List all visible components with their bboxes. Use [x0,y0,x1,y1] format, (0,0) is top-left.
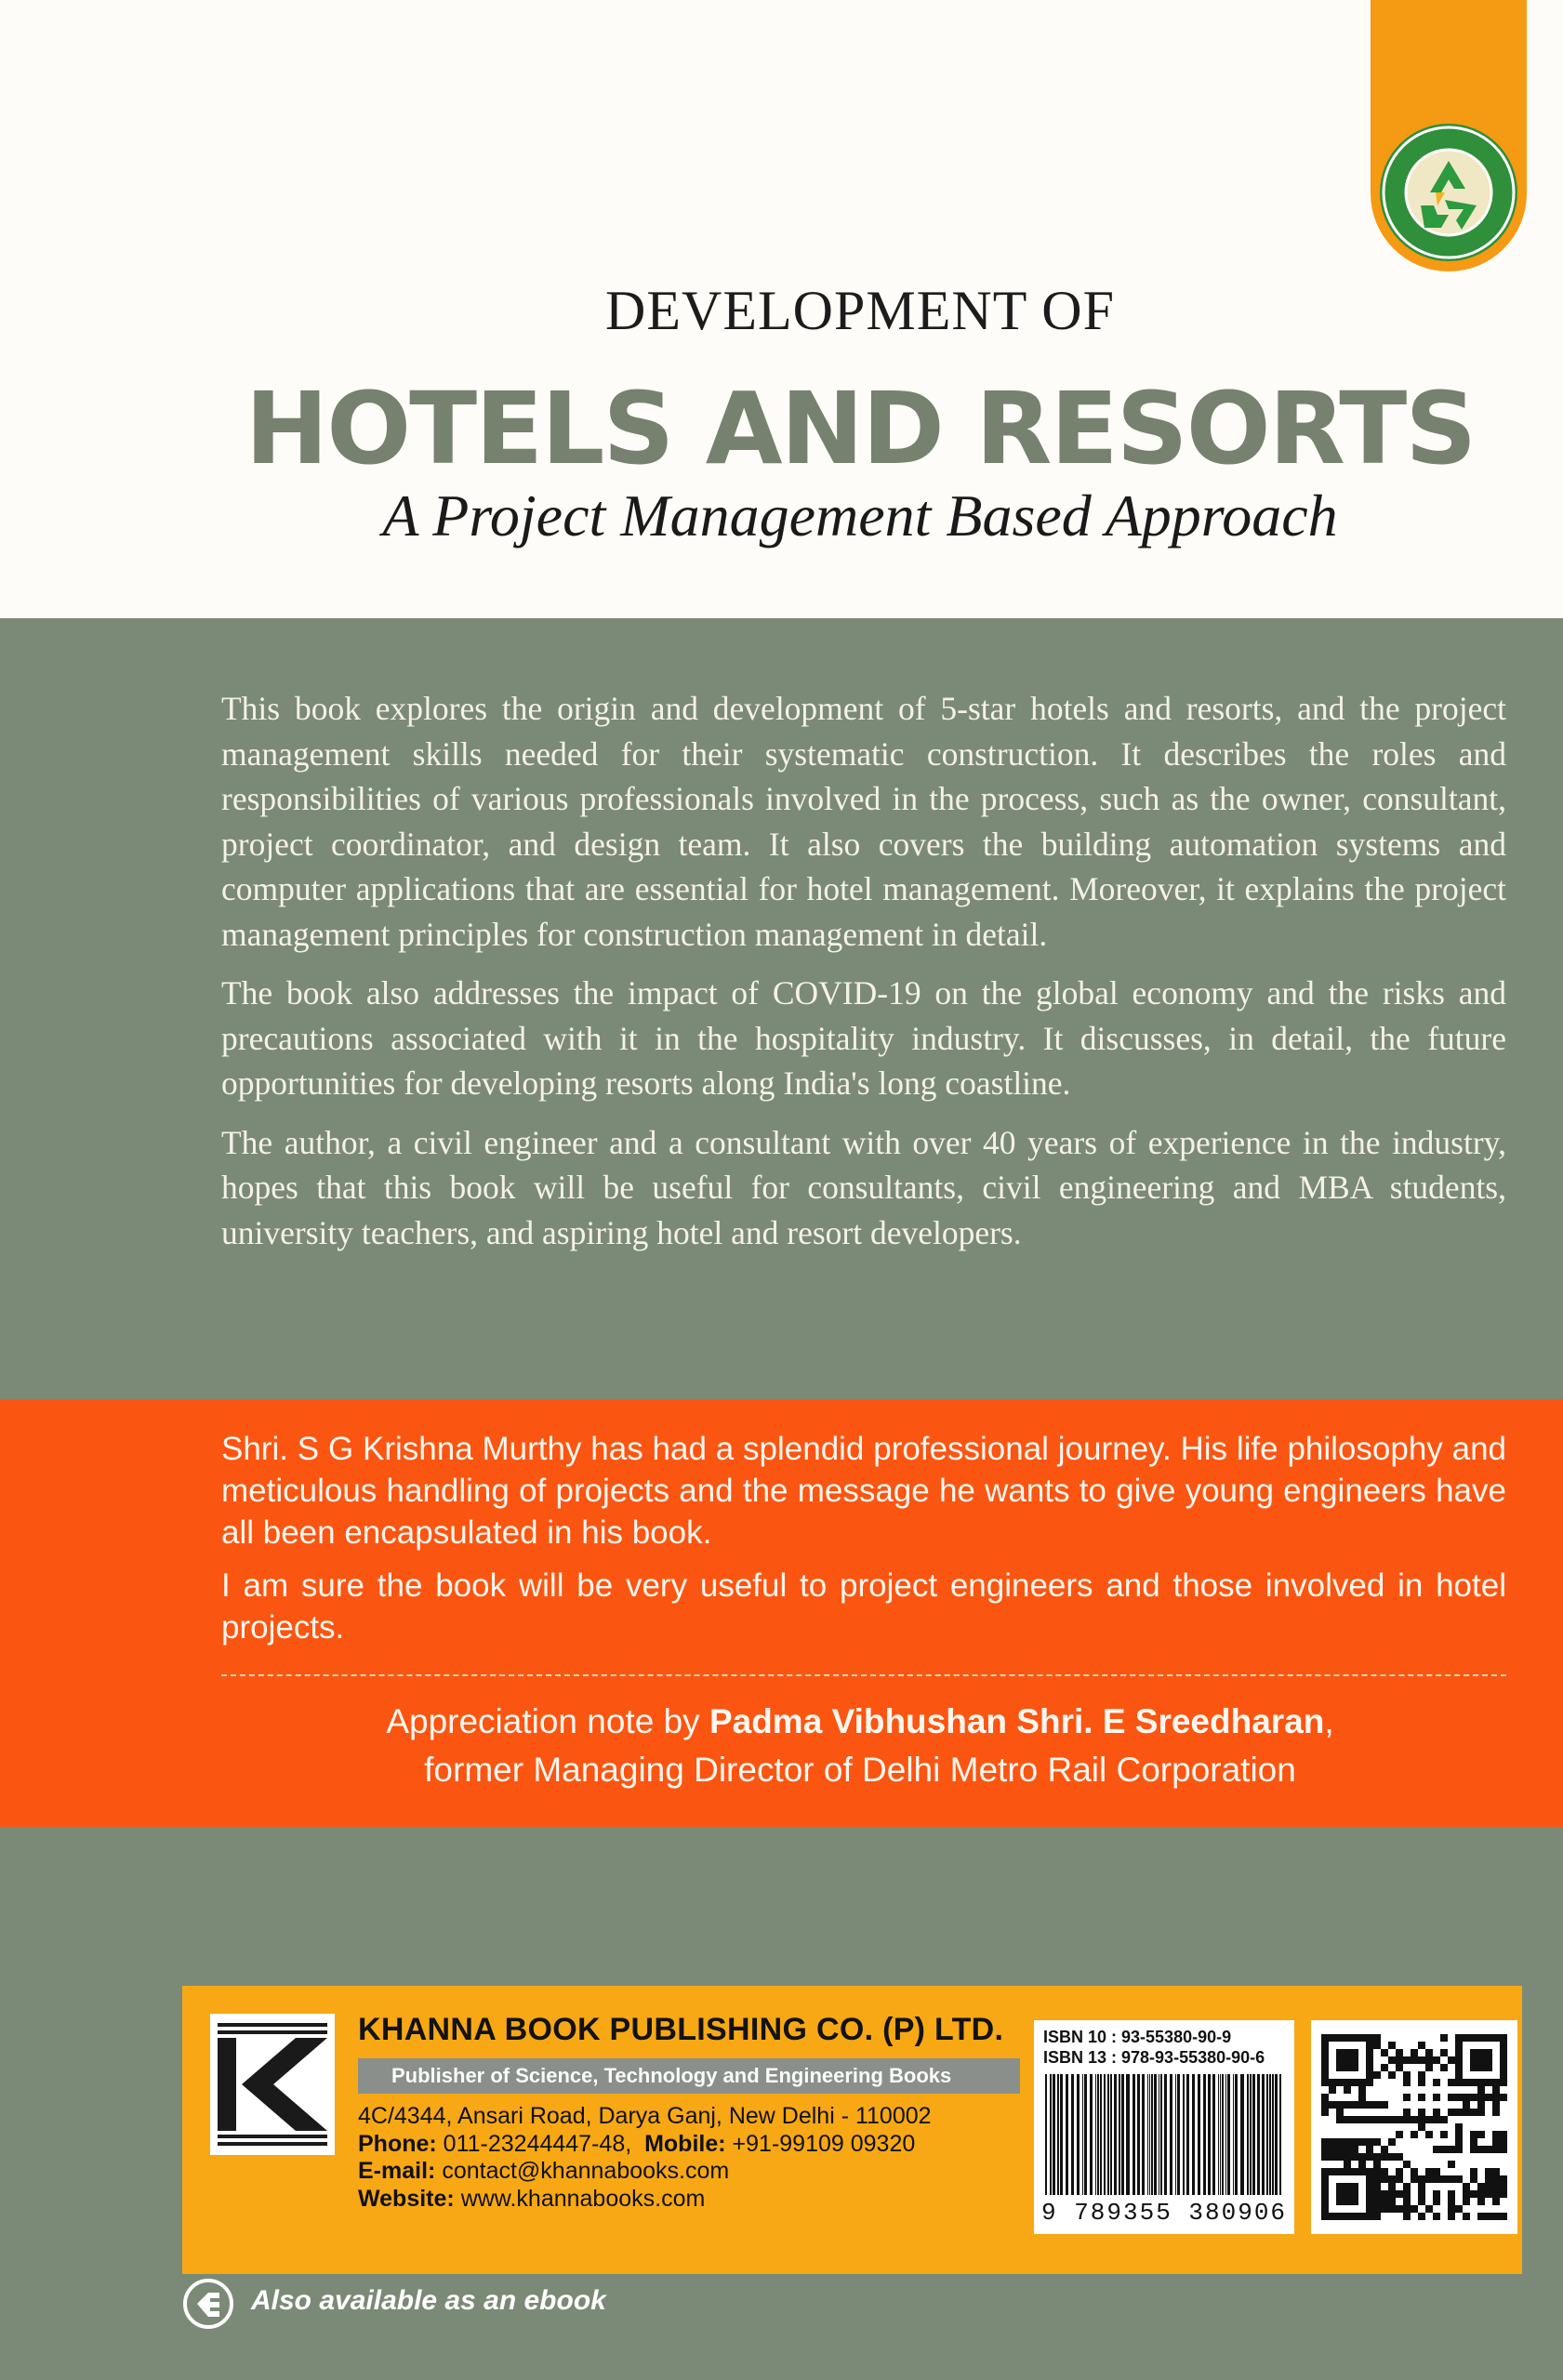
publisher-name: KHANNA BOOK PUBLISHING CO. (P) LTD. [358,2012,1004,2047]
credit-name: Padma Vibhushan Shri. E Sreedharan [709,1702,1325,1740]
mobile-label: Mobile: [644,2130,726,2157]
publisher-email-line [358,2158,932,2186]
description-paragraph: The author, a civil engineer and a consultant with over 40 years of experience in the industry, hopes that this book will be useful for consultants, civil engineering and MBA students, university teachers, and aspiring hotel and resort developers. [221,1123,1506,1251]
dashed-divider [221,1674,1506,1676]
website-label: Website: [358,2185,455,2212]
ebook-icon [182,2278,238,2330]
description-paragraph: This book explores the origin and development of 5-star hotels and resorts, and the project management skills needed for their systematic construction. It describes the roles and responsibilities of various professionals involved in the process, such as the owner, consultant, project coordinator, and design team. It also covers the building automation systems and computer applications that are essential for hotel management. Moreover, it explains the project management principles for construction management in detail. [221,690,1506,953]
book-title: HOTELS AND RESORTS [245,372,1476,487]
isbn-barcode-block [1034,2020,1294,2234]
publisher-website-line [358,2186,932,2214]
email-value: contact@khannabooks.com [442,2158,730,2184]
recycle-icon [1380,124,1517,261]
email-label: E-mail: [358,2158,436,2184]
publisher-tagline: Publisher of Science, Technology and Engineering Books [358,2058,1020,2094]
description-paragraph: The book also addresses the impact of COVID-19 on the global economy and the risks and precautions associated with it in the hospitality industry. It discusses, in detail, the future opportunities for developing resorts along India's long coastline. [221,974,1506,1102]
qr-code [1311,2020,1517,2234]
publisher-phone-line [358,2131,932,2159]
publisher-contact [358,2103,932,2213]
isbn-13: ISBN 13 : 978-93-55380-90-6 [1043,2048,1265,2067]
credit-role: former Managing Director of Delhi Metro Rail Corporation [424,1751,1296,1789]
appreciation-credit [0,1698,1563,1794]
title-prefix: DEVELOPMENT OF [605,280,1115,341]
publisher-logo [210,2014,335,2155]
publisher-address: 4C/4344, Ansari Road, Darya Ganj, New Delhi - 110002 [358,2103,932,2129]
phone-label: Phone: [358,2130,437,2157]
isbn-10: ISBN 10 : 93-55380-90-9 [1043,2028,1232,2046]
book-subtitle: A Project Management Based Approach [382,483,1338,549]
credit-comma: , [1324,1702,1334,1740]
phone-value: 011-23244447-48, [443,2130,632,2157]
credit-prefix: Appreciation note by [386,1702,709,1740]
ebook-note: Also available as an ebook [251,2285,606,2316]
book-description [221,686,1506,1269]
quote-paragraph: Shri. S G Krishna Murthy has had a splendid professional journey. His life philosophy and meticulous handling of projects and the message he wants to give young engineers have all been encapsulated in his book. [221,1431,1506,1551]
mobile-value: +91-99109 09320 [732,2130,916,2157]
barcode [1043,2074,1285,2199]
barcode-number: 9 789355 380906 [1041,2199,1288,2227]
recycled-paper-seal [1380,124,1517,261]
website-value: www.khannabooks.com [460,2185,706,2212]
appreciation-quote [221,1428,1506,1659]
quote-paragraph: I am sure the book will be very useful to project engineers and those involved in hotel projects. [221,1567,1506,1646]
